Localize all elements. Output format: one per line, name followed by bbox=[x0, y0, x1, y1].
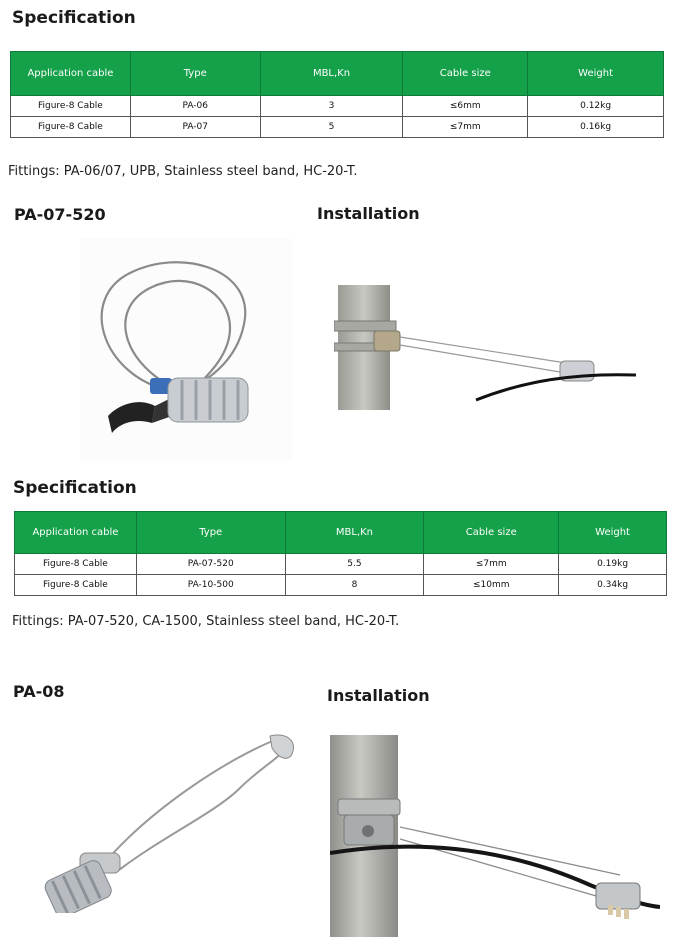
table-row bbox=[15, 554, 667, 575]
product-title-2: PA-08 bbox=[13, 682, 65, 701]
spec-heading-1: Specification bbox=[12, 8, 136, 28]
product-image-pa-07-520 bbox=[80, 238, 292, 460]
column-header: Cable size bbox=[403, 52, 528, 96]
table-cell: Figure-8 Cable bbox=[11, 117, 131, 138]
column-header: MBL,Kn bbox=[285, 512, 424, 554]
spec-heading-2: Specification bbox=[13, 478, 137, 498]
table-cell: ≤7mm bbox=[424, 554, 559, 575]
table-cell: 3 bbox=[260, 96, 403, 117]
table-cell: Figure-8 Cable bbox=[15, 554, 137, 575]
column-header: Weight bbox=[528, 52, 664, 96]
table-cell: 0.12kg bbox=[528, 96, 664, 117]
product-image-pa-08 bbox=[40, 728, 305, 913]
table-cell: 5 bbox=[260, 117, 403, 138]
table-cell: 5.5 bbox=[285, 554, 424, 575]
table-cell: ≤7mm bbox=[403, 117, 528, 138]
table-cell: PA-07-520 bbox=[136, 554, 285, 575]
table-cell: Figure-8 Cable bbox=[15, 575, 137, 596]
installation-heading-1: Installation bbox=[317, 204, 420, 223]
table-row bbox=[15, 575, 667, 596]
table-cell: 0.19kg bbox=[559, 554, 667, 575]
spec-table-1 bbox=[10, 51, 664, 138]
fittings-text-2: Fittings: PA-07-520, CA-1500, Stainless steel band, HC-20-T. bbox=[12, 614, 400, 629]
table-cell: PA-07 bbox=[130, 117, 260, 138]
installation-heading-2: Installation bbox=[327, 686, 430, 705]
table-cell: 0.16kg bbox=[528, 117, 664, 138]
product-title-1: PA-07-520 bbox=[14, 205, 106, 224]
table-header-row bbox=[15, 512, 667, 554]
column-header: Cable size bbox=[424, 512, 559, 554]
column-header: MBL,Kn bbox=[260, 52, 403, 96]
installation-image-2 bbox=[330, 735, 660, 937]
table-cell: PA-10-500 bbox=[136, 575, 285, 596]
table-row bbox=[11, 117, 664, 138]
installation-image-1 bbox=[334, 285, 636, 410]
table-cell: Figure-8 Cable bbox=[11, 96, 131, 117]
table-cell: 8 bbox=[285, 575, 424, 596]
column-header: Weight bbox=[559, 512, 667, 554]
table-cell: ≤6mm bbox=[403, 96, 528, 117]
fittings-text-1: Fittings: PA-06/07, UPB, Stainless steel band, HC-20-T. bbox=[8, 164, 358, 179]
table-header-row bbox=[11, 52, 664, 96]
table-row bbox=[11, 96, 664, 117]
table-cell: ≤10mm bbox=[424, 575, 559, 596]
column-header: Type bbox=[136, 512, 285, 554]
table-cell: 0.34kg bbox=[559, 575, 667, 596]
column-header: Application cable bbox=[11, 52, 131, 96]
column-header: Application cable bbox=[15, 512, 137, 554]
column-header: Type bbox=[130, 52, 260, 96]
table-cell: PA-06 bbox=[130, 96, 260, 117]
spec-table-2 bbox=[14, 511, 667, 596]
